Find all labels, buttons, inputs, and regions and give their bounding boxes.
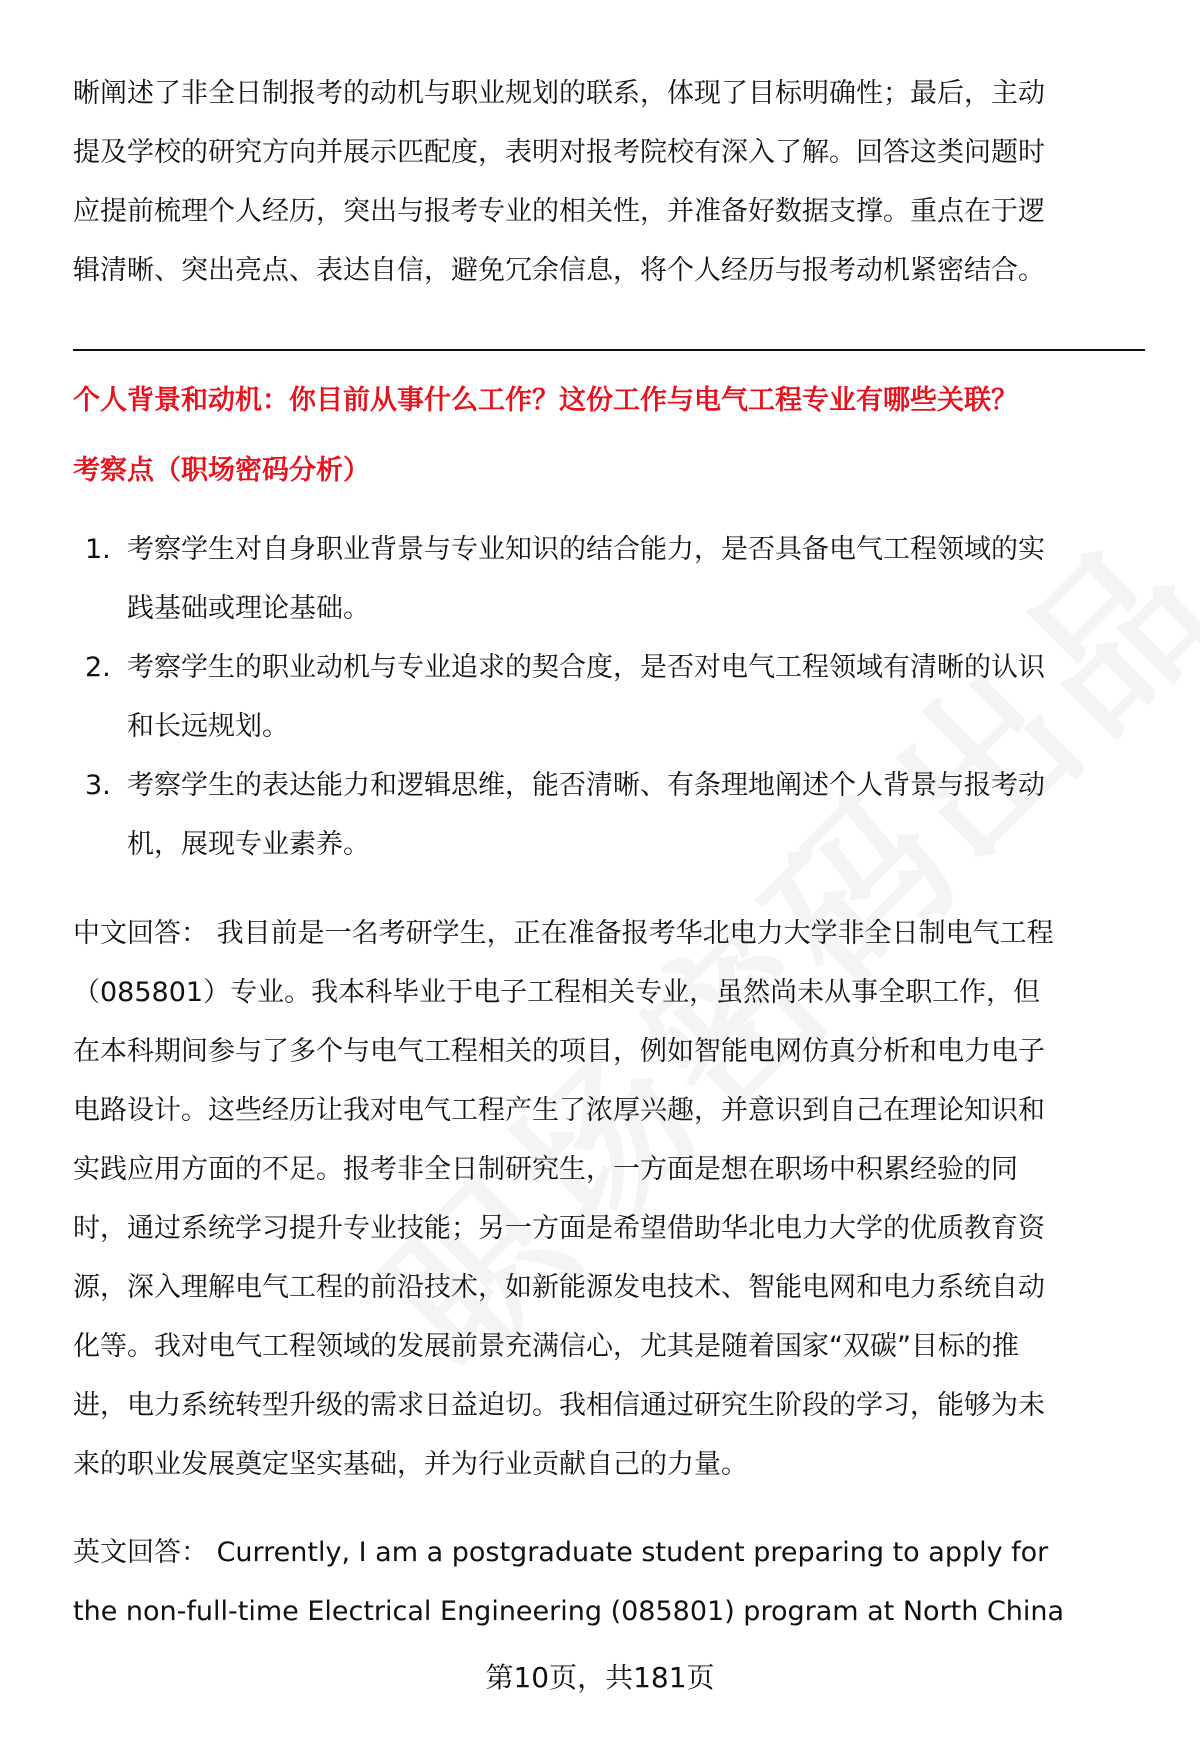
text-line: 来的职业发展奠定坚实基础，并为行业贡献自己的力量。 bbox=[73, 1449, 748, 1480]
question-heading: 个人背景和动机：你目前从事什么工作？这份工作与电气工程专业有哪些关联？ bbox=[73, 385, 1018, 416]
text-line: 源，深入理解电气工程的前沿技术，如新能源发电技术、智能电网和电力系统自动 bbox=[73, 1272, 1045, 1303]
text-line: 和长远规划。 bbox=[127, 711, 289, 742]
list-number: 1. bbox=[85, 534, 111, 565]
english-answer bbox=[73, 1523, 1153, 1641]
text-line: 中文回答： 我目前是一名考研学生，正在准备报考华北电力大学非全日制电气工程 bbox=[73, 918, 1054, 949]
intro-paragraph bbox=[73, 64, 1153, 300]
list-number: 3. bbox=[85, 770, 111, 801]
text-line: 考察学生对自身职业背景与专业知识的结合能力，是否具备电气工程领域的实 bbox=[127, 534, 1045, 565]
text-line: 晰阐述了非全日制报考的动机与职业规划的联系，体现了目标明确性；最后，主动 bbox=[73, 78, 1045, 109]
text-line: 辑清晰、突出亮点、表达自信，避免冗余信息，将个人经历与报考动机紧密结合。 bbox=[73, 255, 1045, 286]
text-line: 提及学校的研究方向并展示匹配度，表明对报考院校有深入了解。回答这类问题时 bbox=[73, 137, 1045, 168]
text-line: 实践应用方面的不足。报考非全日制研究生，一方面是想在职场中积累经验的同 bbox=[73, 1154, 1018, 1185]
list-item bbox=[73, 638, 1153, 756]
text-line: the non-full-time Electrical Engineering (085801) program at North China bbox=[73, 1596, 1065, 1627]
list-number: 2. bbox=[85, 652, 111, 683]
list-item bbox=[73, 520, 1153, 638]
text-line: 践基础或理论基础。 bbox=[127, 593, 370, 624]
text-line: 考察学生的表达能力和逻辑思维，能否清晰、有条理地阐述个人背景与报考动 bbox=[127, 770, 1045, 801]
divider bbox=[73, 349, 1145, 351]
text-line: （085801）专业。我本科毕业于电子工程相关专业，虽然尚未从事全职工作，但 bbox=[73, 977, 1041, 1008]
chinese-answer bbox=[73, 904, 1153, 1494]
page-number: 第10页，共181页 bbox=[485, 1661, 715, 1694]
text-line: 在本科期间参与了多个与电气工程相关的项目，例如智能电网仿真分析和电力电子 bbox=[73, 1036, 1045, 1067]
list-item bbox=[73, 756, 1153, 874]
text-line: 机，展现专业素养。 bbox=[127, 829, 370, 860]
text-line: 时，通过系统学习提升专业技能；另一方面是希望借助华北电力大学的优质教育资 bbox=[73, 1213, 1045, 1244]
text-line: 电路设计。这些经历让我对电气工程产生了浓厚兴趣，并意识到自己在理论知识和 bbox=[73, 1095, 1045, 1126]
text-line: 应提前梳理个人经历，突出与报考专业的相关性，并准备好数据支撑。重点在于逻 bbox=[73, 196, 1045, 227]
text-line: 化等。我对电气工程领域的发展前景充满信心，尤其是随着国家“双碳”目标的推 bbox=[73, 1331, 1019, 1362]
points-heading: 考察点（职场密码分析） bbox=[73, 455, 370, 486]
text-line: 考察学生的职业动机与专业追求的契合度，是否对电气工程领域有清晰的认识 bbox=[127, 652, 1045, 683]
text-line: 英文回答： Currently, I am a postgraduate student preparing to apply for bbox=[73, 1537, 1049, 1568]
points-list bbox=[73, 520, 1153, 874]
text-line: 进，电力系统转型升级的需求日益迫切。我相信通过研究生阶段的学习，能够为未 bbox=[73, 1390, 1045, 1421]
